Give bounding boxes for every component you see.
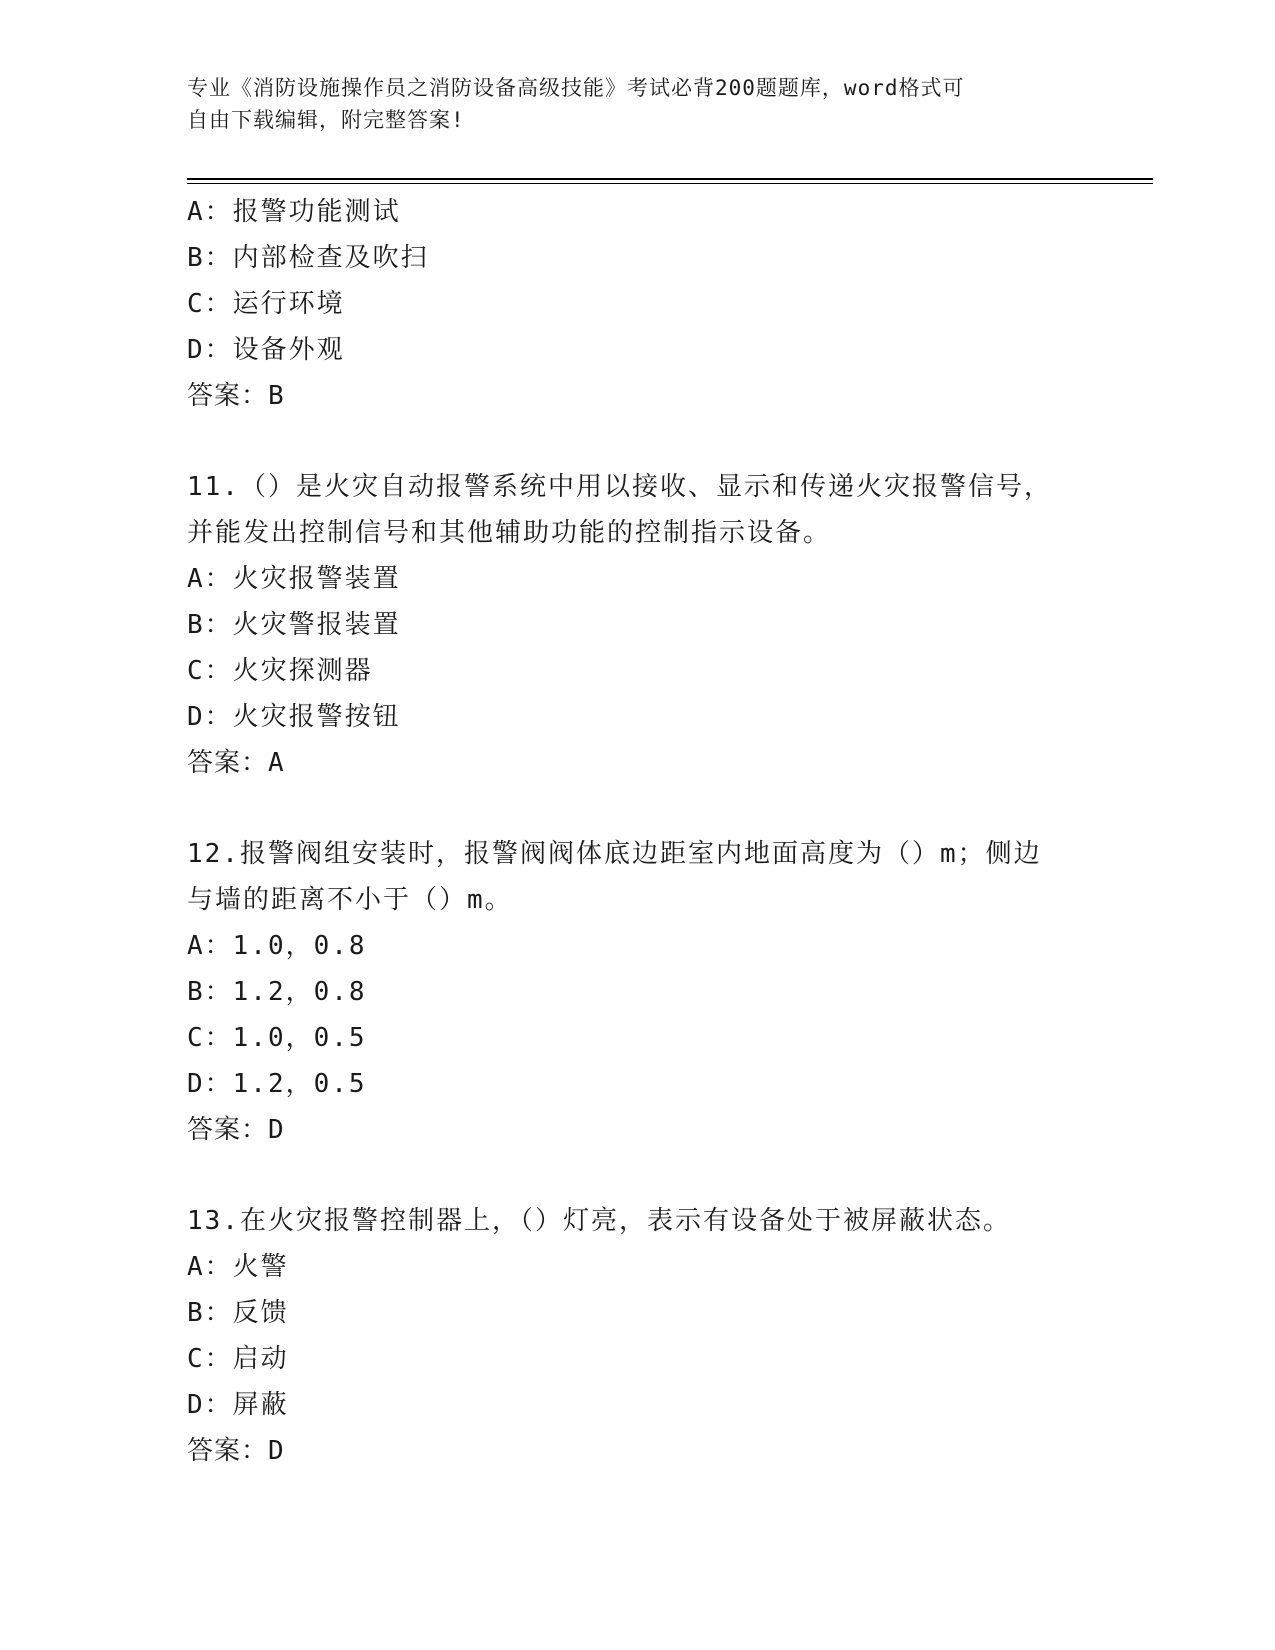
header-line-2: 自由下载编辑，附完整答案! (187, 108, 465, 132)
header-divider-thin (187, 183, 1153, 184)
answer: 答案：D (187, 1115, 285, 1145)
option-b: B：反馈 (187, 1298, 289, 1328)
option-d: D：设备外观 (187, 335, 345, 365)
question-13 (187, 1198, 1087, 1474)
option-c: C：火灾探测器 (187, 656, 373, 686)
question-stem-line-2: 并能发出控制信号和其他辅助功能的控制指示设备。 (187, 518, 832, 548)
option-d: D：屏蔽 (187, 1390, 289, 1420)
option-a: A：火警 (187, 1252, 289, 1282)
option-a: A：报警功能测试 (187, 197, 401, 227)
option-c: C：启动 (187, 1344, 289, 1374)
option-b: B：火灾警报装置 (187, 610, 401, 640)
option-b: B：1.2，0.8 (187, 977, 367, 1007)
option-a: A：1.0，0.8 (187, 931, 367, 961)
option-a: A：火灾报警装置 (187, 564, 401, 594)
option-d: D：火灾报警按钮 (187, 702, 401, 732)
question-stem-line-1: 11.（）是火灾自动报警系统中用以接收、显示和传递火灾报警信号， (187, 472, 1052, 502)
question-12 (187, 831, 1087, 1153)
document-header (187, 72, 1067, 136)
question-11 (187, 464, 1087, 786)
question-10 (187, 189, 1087, 419)
header-divider-thick (187, 178, 1153, 180)
header-line-1: 专业《消防设施操作员之消防设备高级技能》考试必背200题题库，word格式可 (187, 76, 965, 100)
option-c: C：运行环境 (187, 289, 345, 319)
answer: 答案：B (187, 381, 285, 411)
option-d: D：1.2，0.5 (187, 1069, 367, 1099)
option-b: B：内部检查及吹扫 (187, 243, 429, 273)
answer: 答案：D (187, 1436, 285, 1466)
answer: 答案：A (187, 748, 285, 778)
question-stem-line-2: 与墙的距离不小于（）m。 (187, 885, 513, 915)
question-list (187, 189, 1087, 1474)
question-stem-line-1: 13.在火灾报警控制器上，（）灯亮，表示有设备处于被屏蔽状态。 (187, 1206, 1011, 1236)
option-c: C：1.0，0.5 (187, 1023, 367, 1053)
question-stem-line-1: 12.报警阀组安装时，报警阀阀体底边距室内地面高度为（）m；侧边 (187, 839, 1042, 869)
